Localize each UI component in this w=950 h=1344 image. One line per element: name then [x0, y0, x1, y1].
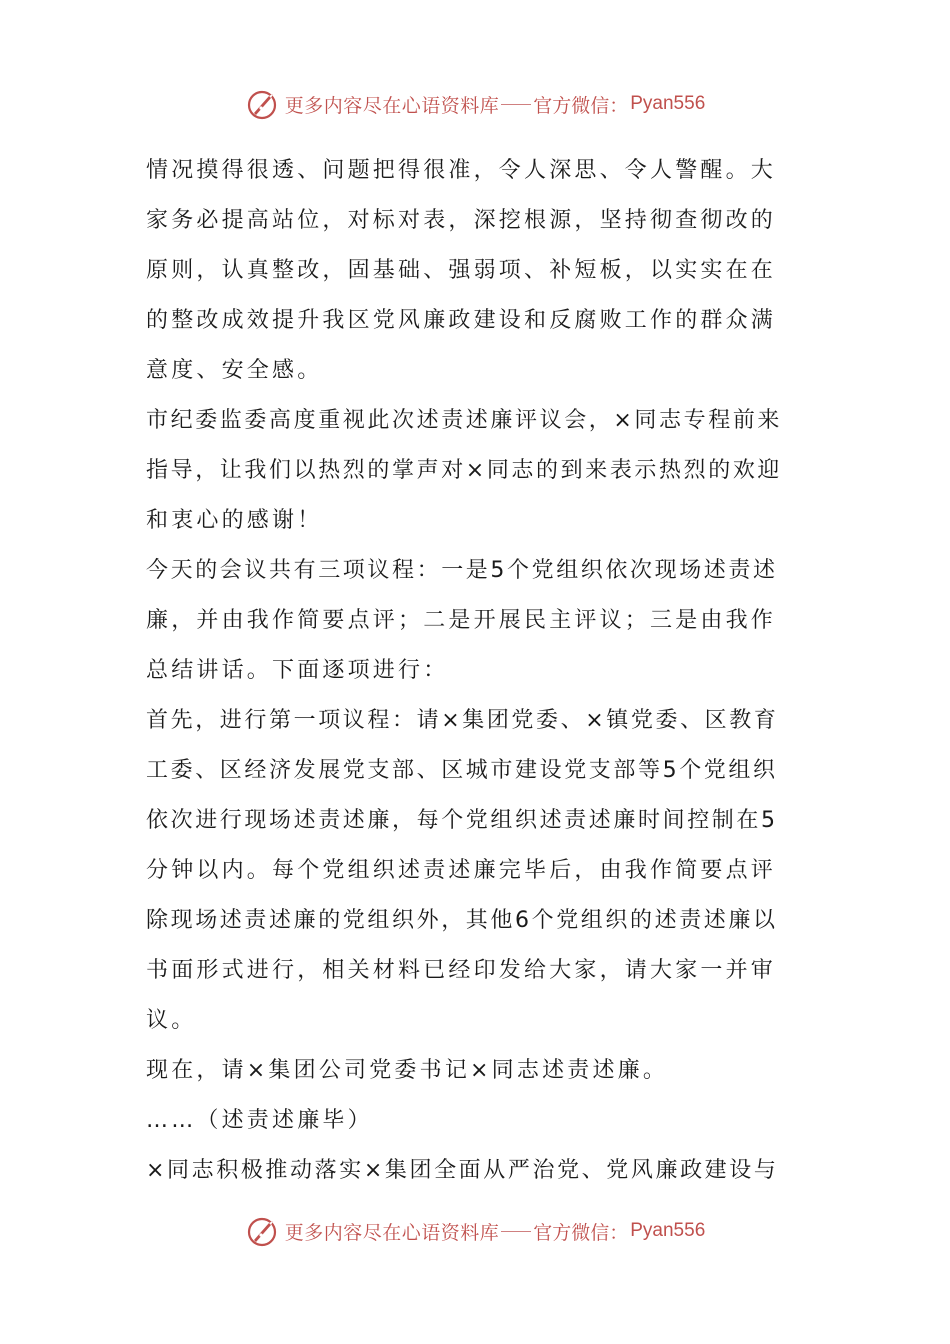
footer-watermark — [0, 1211, 950, 1251]
header-watermark — [0, 84, 950, 124]
text-line: 情况摸得很透、问题把得很准，令人深思、令人警醒。大 — [146, 158, 777, 183]
text-line: 总结讲话。下面逐项进行： — [146, 658, 449, 683]
text-line: 的整改成效提升我区党风廉政建设和反腐败工作的群众满 — [146, 308, 777, 333]
text-line: 现在，请×集团公司党委书记×同志述责述廉。 — [146, 1058, 669, 1083]
watermark-wechat-label: 官方微信： — [533, 1221, 629, 1244]
watermark-wechat-id: Pyan556 — [630, 93, 706, 114]
pen-nib-logo-icon — [245, 1213, 281, 1249]
text-line: 工委、区经济发展党支部、区城市建设党支部等5个党组织 — [146, 758, 778, 783]
text-line: 家务必提高站位，对标对表，深挖根源，坚持彻查彻改的 — [146, 208, 777, 233]
text-line: 廉，并由我作简要点评；二是开展民主评议；三是由我作 — [146, 608, 777, 633]
watermark-wechat-label: 官方微信： — [533, 94, 629, 117]
document-body — [146, 146, 806, 1196]
watermark-wechat-id: Pyan556 — [630, 1220, 706, 1241]
watermark-dash — [501, 1231, 531, 1232]
text-line: 今天的会议共有三项议程：一是5个党组织依次现场述责述 — [146, 558, 778, 583]
text-line: 首先，进行第一项议程：请×集团党委、×镇党委、区教育 — [146, 708, 779, 733]
text-line: ……（述责述廉毕） — [146, 1108, 373, 1133]
watermark-dash — [501, 104, 531, 105]
text-line: 书面形式进行，相关材料已经印发给大家，请大家一并审 — [146, 958, 777, 983]
text-line: 依次进行现场述责述廉，每个党组织述责述廉时间控制在5 — [146, 808, 778, 833]
text-line: 原则，认真整改，固基础、强弱项、补短板，以实实在在 — [146, 258, 777, 283]
text-line: 除现场述责述廉的党组织外，其他6个党组织的述责述廉以 — [146, 908, 778, 933]
watermark-brand-text: 更多内容尽在心语资料库 — [284, 94, 500, 117]
text-line: 和衷心的感谢！ — [146, 508, 323, 533]
pen-nib-logo-icon — [245, 86, 281, 122]
watermark-brand-text: 更多内容尽在心语资料库 — [284, 1221, 500, 1244]
text-line: 议。 — [146, 1008, 197, 1033]
text-line: ×同志积极推动落实×集团全面从严治党、党风廉政建设与 — [146, 1158, 779, 1183]
text-line: 意度、安全感。 — [146, 358, 323, 383]
text-line: 指导，让我们以热烈的掌声对×同志的到来表示热烈的欢迎 — [146, 458, 783, 483]
text-line: 市纪委监委高度重视此次述责述廉评议会，×同志专程前来 — [146, 408, 783, 433]
text-line: 分钟以内。每个党组织述责述廉完毕后，由我作简要点评 — [146, 858, 777, 883]
